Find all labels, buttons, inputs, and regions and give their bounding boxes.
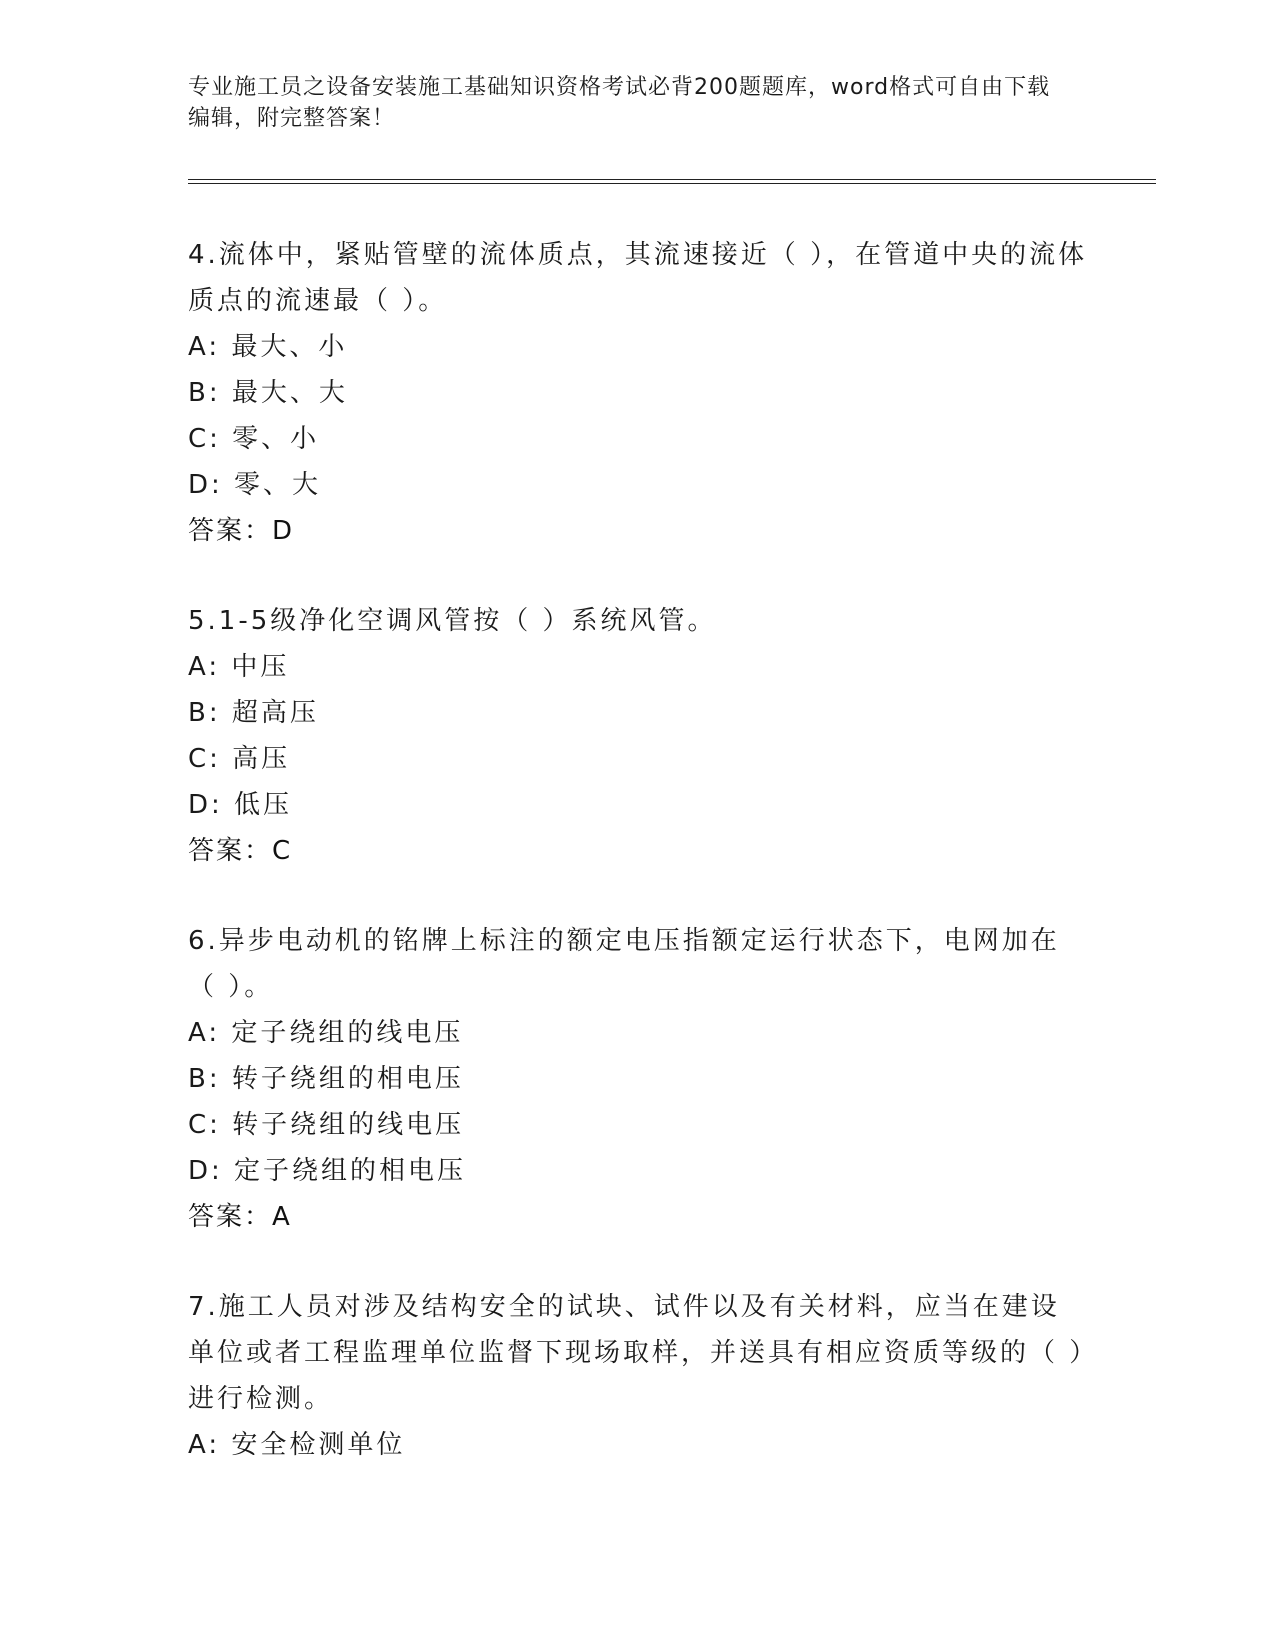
header-divider [188, 179, 1156, 184]
option-a: A: 安全检测单位 [188, 1430, 406, 1460]
question-text: 7.施工人员对涉及结构安全的试块、试件以及有关材料，应当在建设单位或者工程监理单位监督下现场取样，并送具有相应资质等级的（ ）进行检测。 [188, 1292, 1086, 1414]
option-c: C: 零、小 [188, 424, 320, 454]
question-text: 6.异步电动机的铭牌上标注的额定电压指额定运行状态下，电网加在（ ）。 [188, 926, 1060, 1002]
option-d: D: 定子绕组的相电压 [188, 1156, 467, 1186]
answer-label: 答案：A [188, 1202, 292, 1232]
option-b: B: 转子绕组的相电压 [188, 1064, 464, 1094]
option-c: C: 高压 [188, 744, 291, 774]
answer-label: 答案：C [188, 836, 293, 866]
question-5 [188, 598, 1088, 874]
question-7 [188, 1284, 1088, 1468]
option-b: B: 最大、大 [188, 378, 348, 408]
question-text: 4.流体中，紧贴管壁的流体质点，其流速接近（ ），在管道中央的流体质点的流速最（ ）。 [188, 240, 1088, 316]
question-6 [188, 918, 1088, 1240]
option-d: D: 低压 [188, 790, 293, 820]
document-header-title: 专业施工员之设备安装施工基础知识资格考试必背200题题库，word格式可自由下载编辑，附完整答案！ [188, 75, 1051, 131]
option-a: A: 最大、小 [188, 332, 348, 362]
option-d: D: 零、大 [188, 470, 322, 500]
question-4 [188, 232, 1088, 554]
answer-label: 答案：D [188, 516, 295, 546]
option-c: C: 转子绕组的线电压 [188, 1110, 465, 1140]
option-b: B: 超高压 [188, 698, 319, 728]
question-text: 5.1-5级净化空调风管按（ ）系统风管。 [188, 606, 717, 636]
option-a: A: 中压 [188, 652, 290, 682]
option-a: A: 定子绕组的线电压 [188, 1018, 464, 1048]
question-list [188, 232, 1088, 1512]
